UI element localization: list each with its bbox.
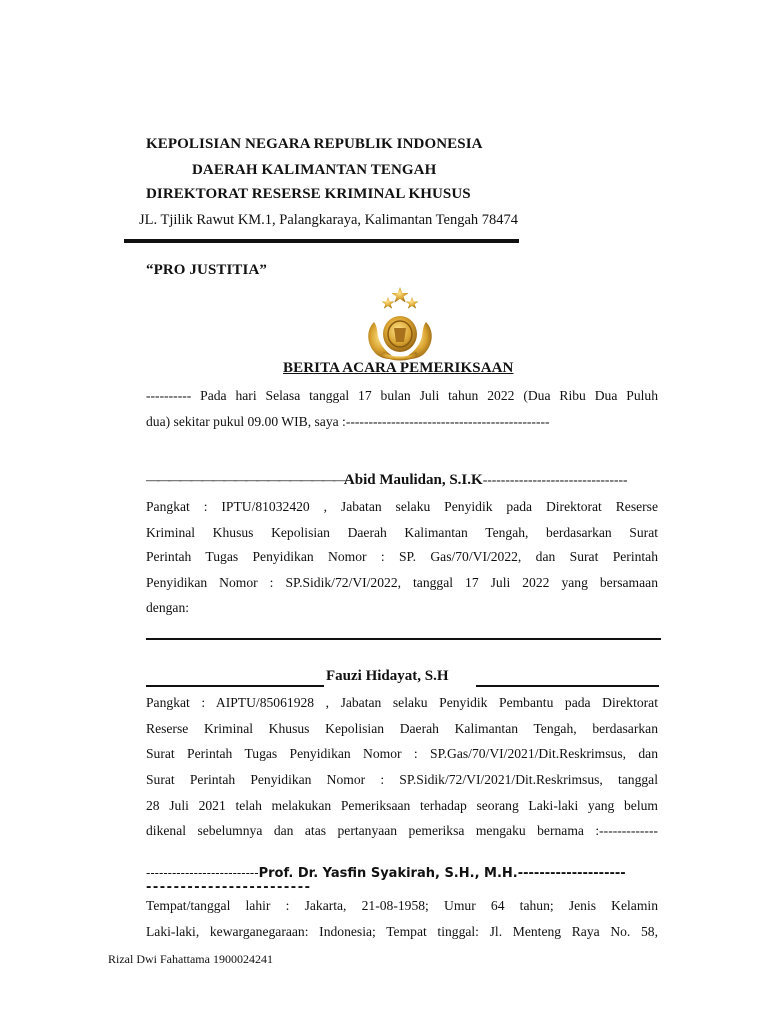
investigator1-name-line [146,472,673,489]
investigator2-line-2: Reserse Kriminal Khusus Kepolisian Daerah Kalimantan Tengah, berdasarkan [146,721,658,736]
investigator2-underline-right [476,685,659,687]
examinee-continuation: ------------------------ [146,880,312,895]
examinee-suffix: -------------------- [517,866,626,881]
investigator2-name: Fauzi Hidayat, S.H [326,668,449,684]
investigator2-line-1: Pangkat : AIPTU/85061928 , Jabatan selaku Penyidik Pembantu pada Direktorat [146,695,658,710]
section-divider [146,638,661,640]
header-directorate: DIREKTORAT RESERSE KRIMINAL KHUSUS [146,186,471,202]
investigator1-line-3: Perintah Tugas Penyidikan Nomor : SP. Gas/70/VI/2022, dan Surat Perintah [146,549,658,564]
intro-line-1: ---------- Pada hari Selasa tanggal 17 bulan Juli tahun 2022 (Dua Ribu Dua Puluh [146,388,658,403]
header-institution: KEPOLISIAN NEGARA REPUBLIK INDONESIA [146,136,483,152]
examinee-line-1: Tempat/tanggal lahir : Jakarta, 21-08-1958; Umur 64 tahun; Jenis Kelamin [146,898,658,913]
header-region: DAERAH KALIMANTAN TENGAH [192,162,437,178]
investigator2-underline-left [146,685,324,687]
investigator2-line-3: Surat Perintah Tugas Penyidikan Nomor : SP.Gas/70/VI/2021/Dit.Reskrimsus, dan [146,746,658,761]
document-title: BERITA ACARA PEMERIKSAAN [283,360,514,376]
police-emblem-icon [360,286,440,362]
investigator1-line-2: Kriminal Khusus Kepolisian Daerah Kalimantan Tengah, berdasarkan Surat [146,525,658,540]
footer-author: Rizal Dwi Fahattama 1900024241 [108,952,273,966]
pro-justitia: “PRO JUSTITIA” [146,262,268,278]
investigator2-line-4: Surat Perintah Penyidikan Nomor : SP.Sidik/72/VI/2021/Dit.Reskrimsus, tanggal [146,772,658,787]
investigator1-prefix: —————————————————— [146,472,344,487]
investigator1-suffix: -------------------------------- [482,472,628,487]
investigator1-name: Abid Maulidan, S.I.K [343,472,483,488]
header-divider [124,239,519,243]
investigator1-line-1: Pangkat : IPTU/81032420 , Jabatan selaku Penyidik pada Direktorat Reserse [146,499,658,514]
investigator2-line-5: 28 Juli 2021 telah melakukan Pemeriksaan terhadap seorang Laki-laki yang belum [146,798,658,813]
header-address: JL. Tjilik Rawut KM.1, Palangkaraya, Kalimantan Tengah 78474 [139,212,519,228]
investigator1-line-4: Penyidikan Nomor : SP.Sidik/72/VI/2022, tanggal 17 Juli 2022 yang bersamaan [146,575,658,590]
intro-line-2: dua) sekitar pukul 09.00 WIB, saya :--------------------------------------------- [146,414,550,429]
investigator1-line-5: dengan: [146,600,190,615]
investigator2-line-6: dikenal sebelumnya dan atas pertanyaan pemeriksa mengaku bernama :------------- [146,823,658,838]
examinee-line-2: Laki-laki, kewarganegaraan: Indonesia; Tempat tinggal: Jl. Menteng Raya No. 58, [146,924,658,939]
examinee-prefix: -------------------------- [146,866,259,880]
examinee-name: Prof. Dr. Yasfin Syakirah, S.H., M.H. [258,866,518,881]
